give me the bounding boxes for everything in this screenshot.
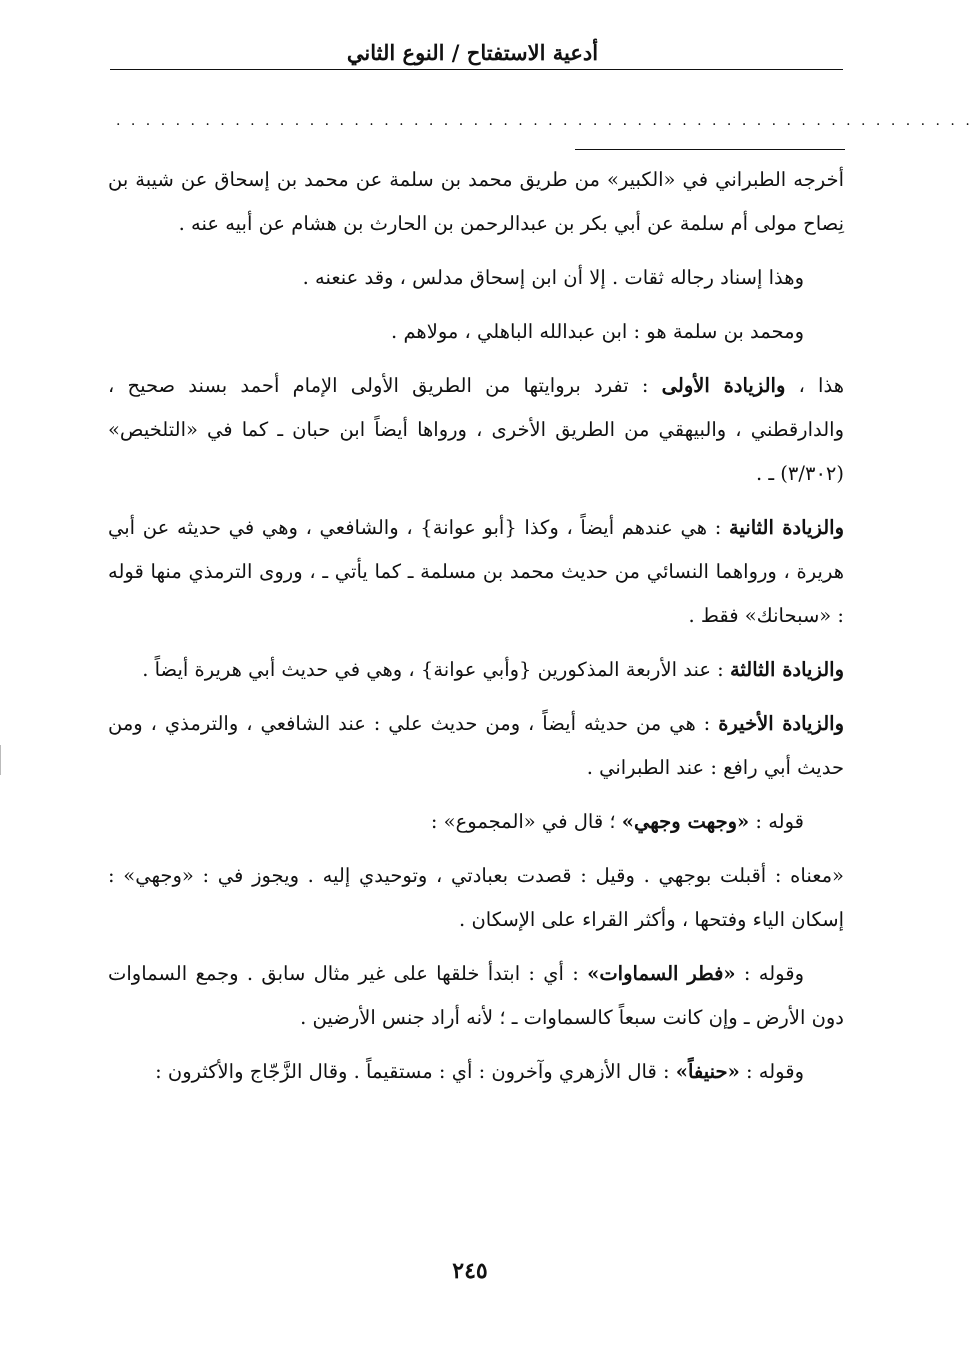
- paragraph-4: [108, 364, 844, 496]
- quoted-phrase-3: «حنيفاً»: [675, 1060, 740, 1083]
- paragraph-8: [108, 800, 844, 844]
- paragraph-11: [108, 1050, 844, 1094]
- second-addition-label: والزيادة الثانية: [728, 516, 844, 539]
- paragraph-8-text: ؛ قال في «المجموع» :: [430, 810, 622, 833]
- paragraph-1-text: أخرجه الطبراني في «الكبير» من طريق محمد بن سلمة عن محمد بن إسحاق عن شيبة بن نِصاح مولى أم سلمة عن أبي بكر بن عبدالرحمن بن الحارث بن هشام عن أبيه عنه .: [108, 168, 844, 235]
- paragraph-2: [108, 256, 844, 300]
- main-text: [108, 158, 844, 1104]
- paragraph-6-text: : عند الأربعة المذكورين {وأبي عوانة} ، وهي في حديث أبي هريرة أيضاً .: [142, 658, 730, 681]
- paragraph-8-lead: قوله :: [749, 810, 804, 833]
- paragraph-4-text: : تفرد بروايتها من الطريق الأولى الإمام أحمد بسند صحيح ، والدارقطني ، والبيهقي من الطريق الأخرى ، ورواها أيضاً ابن حبان ـ كما في «التلخيص» (٣/٣٠٢) ـ .: [108, 374, 844, 485]
- paragraph-10: [108, 952, 844, 1040]
- paragraph-11-lead: وقوله :: [739, 1060, 804, 1083]
- paragraph-3: [108, 310, 844, 354]
- paragraph-6: [108, 648, 844, 692]
- last-addition-label: والزيادة الأخيرة: [718, 712, 844, 735]
- section-rule: [575, 149, 845, 150]
- page-number: ٢٤٥: [452, 1258, 488, 1284]
- paragraph-9: [108, 854, 844, 942]
- paragraph-11-text: : قال الأزهري وآخرون : أي : مستقيماً . وقال الزَّجّاج والأكثرون :: [155, 1060, 676, 1083]
- running-head-title: أدعية الاستفتاح / النوع الثاني: [346, 40, 599, 65]
- dotted-divider: . . . . . . . . . . . . . . . . . . . . . . . . . . . . . . . . . . . . . . . . . . . . . . . . . . . . . . . . . .: [116, 113, 973, 129]
- paragraph-10-text: : أي : ابتدأ خلقها على غير مثال سابق . وجمع السماوات دون الأرض ـ وإن كانت سبعاً كالسماوات ـ ؛ لأنه أراد جنس الأرضين .: [108, 962, 844, 1029]
- quoted-phrase-1: «وجهت وجهي»: [621, 810, 750, 833]
- third-addition-label: والزيادة الثالثة: [729, 658, 844, 681]
- paragraph-2-text: وهذا إسناد رجاله ثقات . إلا أن ابن إسحاق مدلس ، وقد عنعنه .: [302, 266, 804, 289]
- scan-edge-mark: [0, 745, 1, 775]
- paragraph-1: [108, 158, 844, 246]
- quoted-phrase-2: «فطر السماوات»: [587, 962, 736, 985]
- paragraph-3-text: ومحمد بن سلمة هو : ابن عبدالله الباهلي ، مولاهم .: [391, 320, 804, 343]
- header-rule: [110, 69, 843, 70]
- first-addition-label: والزيادة الأولى: [661, 374, 786, 397]
- paragraph-7: [108, 702, 844, 790]
- paragraph-7-text: : هي من حديثه أيضاً ، ومن حديث علي : عند الشافعي ، والترمذي ، ومن حديث أبي رافع : عند الطبراني .: [108, 712, 844, 779]
- paragraph-5: [108, 506, 844, 638]
- paragraph-4-lead: هذا ،: [785, 374, 844, 397]
- paragraph-5-text: : هي عندهم أيضاً ، وكذا {أبو عوانة} ، والشافعي ، وهي في حديثه عن أبي هريرة ، ورواهما النسائي من حديث محمد بن مسلمة ـ كما يأتي ـ ، وروى الترمذي منها قوله : «سبحانك» فقط .: [108, 516, 844, 627]
- paragraph-10-lead: وقوله :: [735, 962, 804, 985]
- paragraph-9-text: «معناه : أقبلت بوجهي . وقيل : قصدت بعبادتي ، وتوحيدي إليه . ويجوز في : «وجهي» : إسكان الياء وفتحها ، وأكثر القراء على الإسكان .: [108, 864, 844, 931]
